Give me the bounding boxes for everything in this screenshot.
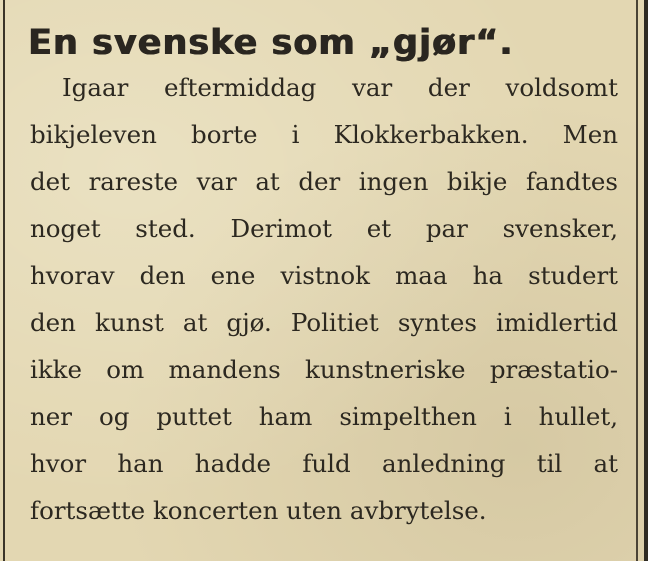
left-column-rule — [3, 0, 5, 561]
right-edge-border — [644, 0, 648, 561]
body-line: hvor han hadde fuld anledning til at — [30, 449, 618, 478]
body-line: Igaar eftermiddag var der voldsomt — [62, 73, 618, 102]
article-headline: En svenske som „gjør“. — [28, 23, 514, 63]
body-line: det rareste var at der ingen bikje fandtes — [30, 167, 618, 196]
body-line: den kunst at gjø. Politiet syntes imidlertid — [30, 308, 618, 337]
body-line: bikjeleven borte i Klokkerbakken. Men — [30, 120, 618, 149]
right-column-rule — [636, 0, 638, 561]
body-line: noget sted. Derimot et par svensker, — [30, 214, 618, 243]
body-line: ikke om mandens kunstneriske præstatio- — [30, 355, 618, 384]
body-line: hvorav den ene vistnok maa ha studert — [30, 261, 618, 290]
body-line: ner og puttet ham simpelthen i hullet, — [30, 402, 618, 431]
body-line: fortsætte koncerten uten avbrytelse. — [30, 496, 487, 525]
